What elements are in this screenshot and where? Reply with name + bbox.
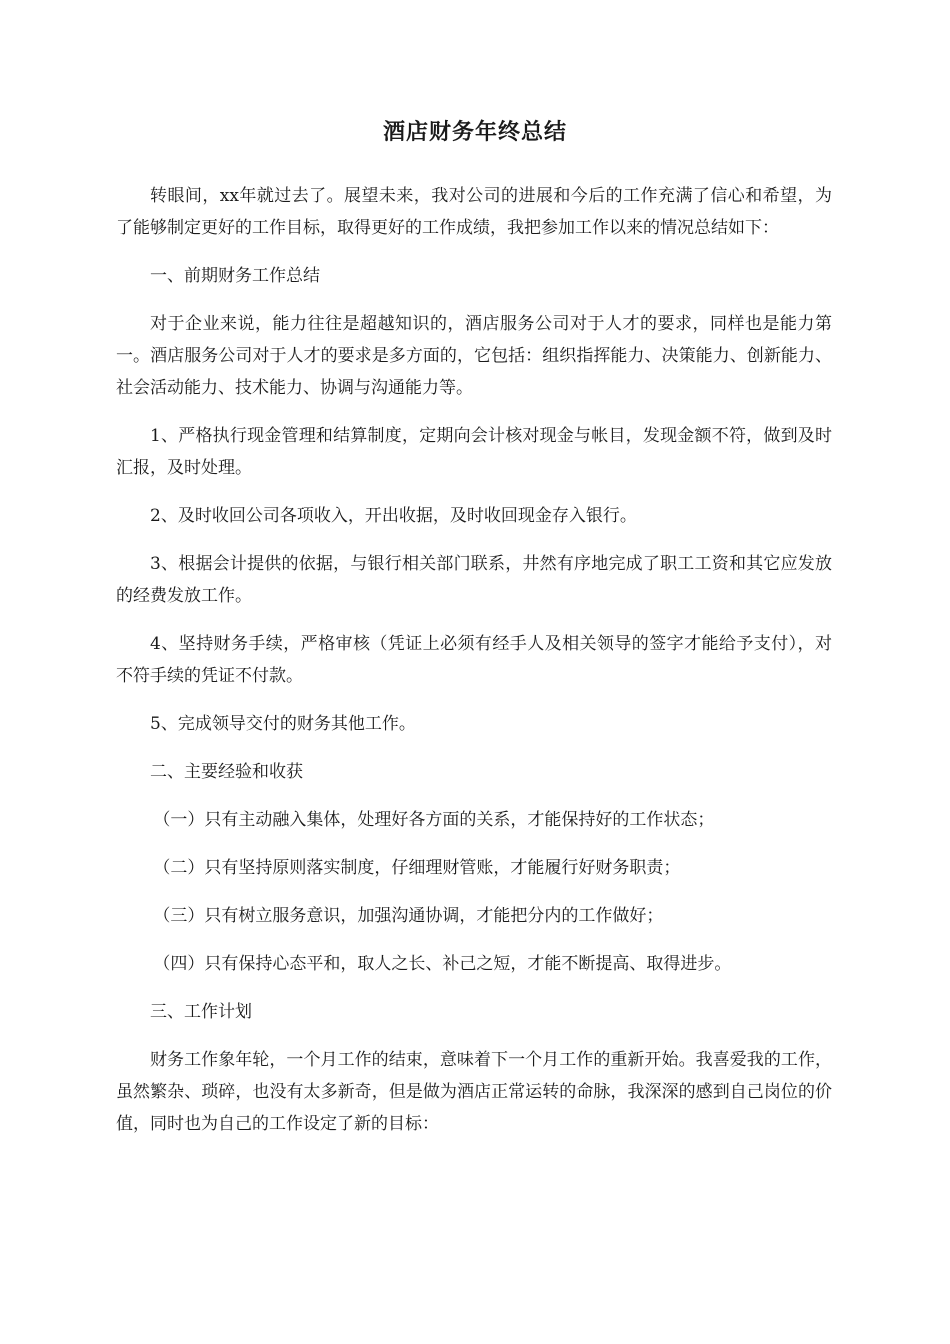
list-item-2: 2、及时收回公司各项收入，开出收据，及时收回现金存入银行。 [150, 506, 637, 526]
experience-item-3: （三）只有树立服务意识，加强沟通协调，才能把分内的工作做好； [153, 906, 664, 926]
section-heading-1: 一、前期财务工作总结 [150, 266, 320, 286]
paragraph-intro: 转眼间，xx年就过去了。展望未来，我对公司的进展和今后的工作充满了信心和希望，为了能够制定更好的工作目标，取得更好的工作成绩，我把参加工作以来的情况总结如下： [116, 186, 832, 238]
paragraph-plan: 财务工作象年轮，一个月工作的结束，意味着下一个月工作的重新开始。我喜爱我的工作，虽然繁杂、琐碎，也没有太多新奇，但是做为酒店正常运转的命脉，我深深的感到自己岗位的价值，同时也为自己的工作设定了新的目标： [116, 1050, 832, 1134]
list-item-5: 5、完成领导交付的财务其他工作。 [150, 714, 416, 734]
paragraph-ability: 对于企业来说，能力往往是超越知识的，酒店服务公司对于人才的要求，同样也是能力第一。酒店服务公司对于人才的要求是多方面的，它包括：组织指挥能力、决策能力、创新能力、社会活动能力、技术能力、协调与沟通能力等。 [116, 314, 832, 398]
document-title: 酒店财务年终总结 [382, 119, 567, 145]
list-item-1: 1、严格执行现金管理和结算制度，定期向会计核对现金与帐目，发现金额不符，做到及时汇报，及时处理。 [116, 426, 832, 478]
section-heading-2: 二、主要经验和收获 [150, 762, 303, 782]
experience-item-4: （四）只有保持心态平和，取人之长、补己之短，才能不断提高、取得进步。 [153, 954, 732, 974]
list-item-4: 4、坚持财务手续，严格审核（凭证上必须有经手人及相关领导的签字才能给予支付），对不符手续的凭证不付款。 [116, 634, 832, 686]
experience-item-1: （一）只有主动融入集体，处理好各方面的关系，才能保持好的工作状态； [153, 810, 715, 830]
experience-item-2: （二）只有坚持原则落实制度，仔细理财管账，才能履行好财务职责； [153, 858, 681, 878]
list-item-3: 3、根据会计提供的依据，与银行相关部门联系，井然有序地完成了职工工资和其它应发放的经费发放工作。 [116, 554, 832, 606]
document-body [116, 180, 832, 1156]
section-heading-3: 三、工作计划 [150, 1002, 252, 1022]
